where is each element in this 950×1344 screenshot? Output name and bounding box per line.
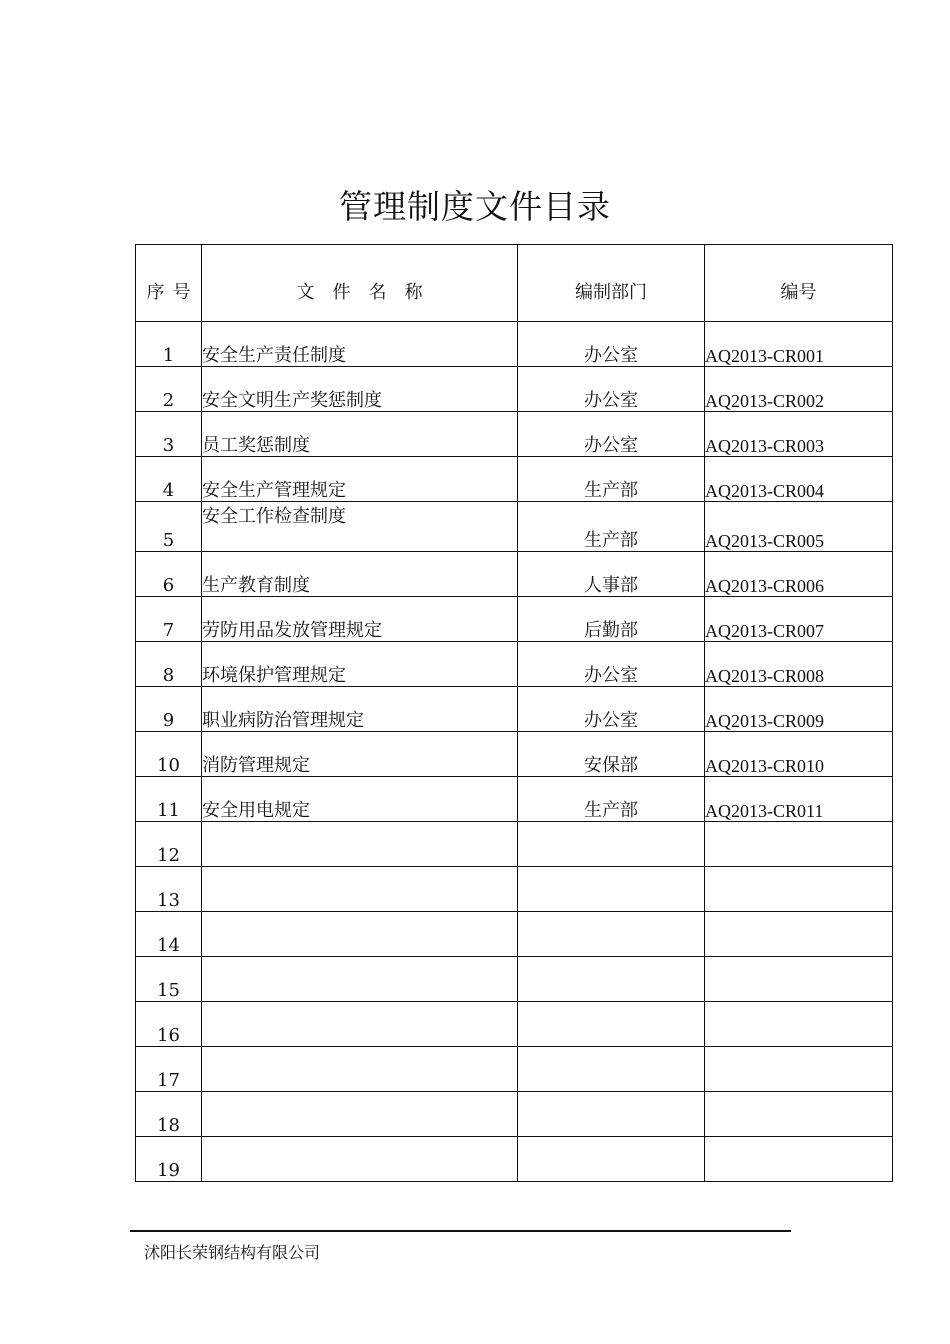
cell-document-code: AQ2013-CR010	[705, 732, 893, 777]
cell-document-name	[202, 1092, 518, 1137]
footer-company-name: 沭阳长荣钢结构有限公司	[144, 1243, 321, 1262]
cell-document-code: AQ2013-CR007	[705, 597, 893, 642]
cell-serial-number: 5	[136, 502, 202, 552]
cell-document-code	[705, 1092, 893, 1137]
table-row	[136, 822, 893, 867]
table-row	[136, 777, 893, 822]
header-document-name: 文件名称	[202, 245, 518, 322]
cell-department: 生产部	[518, 777, 705, 822]
cell-department: 后勤部	[518, 597, 705, 642]
cell-document-code: AQ2013-CR009	[705, 687, 893, 732]
cell-serial-number: 4	[136, 457, 202, 502]
table-row	[136, 412, 893, 457]
footer-rule	[130, 1230, 791, 1232]
table-row	[136, 367, 893, 412]
cell-serial-number: 6	[136, 552, 202, 597]
cell-document-name: 安全生产责任制度	[202, 322, 518, 367]
cell-document-name: 安全生产管理规定	[202, 457, 518, 502]
cell-document-name: 环境保护管理规定	[202, 642, 518, 687]
table-row	[136, 687, 893, 732]
cell-document-code: AQ2013-CR005	[705, 502, 893, 552]
cell-document-code: AQ2013-CR008	[705, 642, 893, 687]
cell-document-name: 安全用电规定	[202, 777, 518, 822]
table-row	[136, 1092, 893, 1137]
cell-department	[518, 1047, 705, 1092]
cell-serial-number: 12	[136, 822, 202, 867]
table-row	[136, 867, 893, 912]
cell-department: 办公室	[518, 322, 705, 367]
header-document-code: 编号	[705, 245, 893, 322]
cell-department	[518, 1092, 705, 1137]
cell-document-name	[202, 912, 518, 957]
cell-serial-number: 8	[136, 642, 202, 687]
table-row	[136, 1002, 893, 1047]
cell-document-code	[705, 957, 893, 1002]
table-row	[136, 597, 893, 642]
header-serial-number: 序号	[136, 245, 202, 322]
cell-department: 生产部	[518, 457, 705, 502]
cell-department: 生产部	[518, 502, 705, 552]
cell-document-name: 生产教育制度	[202, 552, 518, 597]
cell-department: 办公室	[518, 642, 705, 687]
cell-document-name: 安全工作检查制度	[202, 502, 518, 552]
table-row	[136, 912, 893, 957]
cell-serial-number: 14	[136, 912, 202, 957]
cell-serial-number: 17	[136, 1047, 202, 1092]
cell-document-code	[705, 1137, 893, 1182]
table-row	[136, 1137, 893, 1182]
cell-document-name	[202, 1047, 518, 1092]
cell-department: 办公室	[518, 367, 705, 412]
table-row	[136, 457, 893, 502]
cell-document-code: AQ2013-CR001	[705, 322, 893, 367]
cell-document-code: AQ2013-CR003	[705, 412, 893, 457]
cell-serial-number: 11	[136, 777, 202, 822]
cell-department	[518, 1137, 705, 1182]
cell-document-code	[705, 1002, 893, 1047]
page-title: 管理制度文件目录	[339, 187, 611, 226]
table-row	[136, 552, 893, 597]
cell-document-code	[705, 1047, 893, 1092]
cell-document-code: AQ2013-CR011	[705, 777, 893, 822]
cell-document-name	[202, 957, 518, 1002]
cell-document-name	[202, 867, 518, 912]
cell-serial-number: 10	[136, 732, 202, 777]
cell-department: 安保部	[518, 732, 705, 777]
cell-department	[518, 957, 705, 1002]
cell-serial-number: 13	[136, 867, 202, 912]
cell-department	[518, 1002, 705, 1047]
cell-department: 办公室	[518, 687, 705, 732]
cell-document-code	[705, 822, 893, 867]
cell-serial-number: 1	[136, 322, 202, 367]
table-row	[136, 957, 893, 1002]
cell-document-name	[202, 822, 518, 867]
cell-document-name: 劳防用品发放管理规定	[202, 597, 518, 642]
cell-department: 办公室	[518, 412, 705, 457]
cell-serial-number: 18	[136, 1092, 202, 1137]
cell-document-name: 员工奖惩制度	[202, 412, 518, 457]
cell-serial-number: 7	[136, 597, 202, 642]
cell-document-name	[202, 1137, 518, 1182]
cell-document-name: 安全文明生产奖惩制度	[202, 367, 518, 412]
cell-department	[518, 867, 705, 912]
cell-document-code: AQ2013-CR002	[705, 367, 893, 412]
document-catalog-table	[135, 244, 893, 1182]
cell-serial-number: 15	[136, 957, 202, 1002]
cell-serial-number: 2	[136, 367, 202, 412]
cell-document-name: 消防管理规定	[202, 732, 518, 777]
cell-document-name: 职业病防治管理规定	[202, 687, 518, 732]
table-row	[136, 1047, 893, 1092]
cell-department: 人事部	[518, 552, 705, 597]
cell-document-code: AQ2013-CR006	[705, 552, 893, 597]
cell-document-code	[705, 912, 893, 957]
table-row	[136, 642, 893, 687]
table-row	[136, 502, 893, 552]
table-header-row	[136, 245, 893, 322]
header-department: 编制部门	[518, 245, 705, 322]
cell-document-code: AQ2013-CR004	[705, 457, 893, 502]
cell-document-name	[202, 1002, 518, 1047]
cell-document-code	[705, 867, 893, 912]
table-row	[136, 322, 893, 367]
cell-serial-number: 19	[136, 1137, 202, 1182]
cell-serial-number: 9	[136, 687, 202, 732]
cell-serial-number: 3	[136, 412, 202, 457]
cell-department	[518, 822, 705, 867]
cell-department	[518, 912, 705, 957]
cell-serial-number: 16	[136, 1002, 202, 1047]
table-row	[136, 732, 893, 777]
